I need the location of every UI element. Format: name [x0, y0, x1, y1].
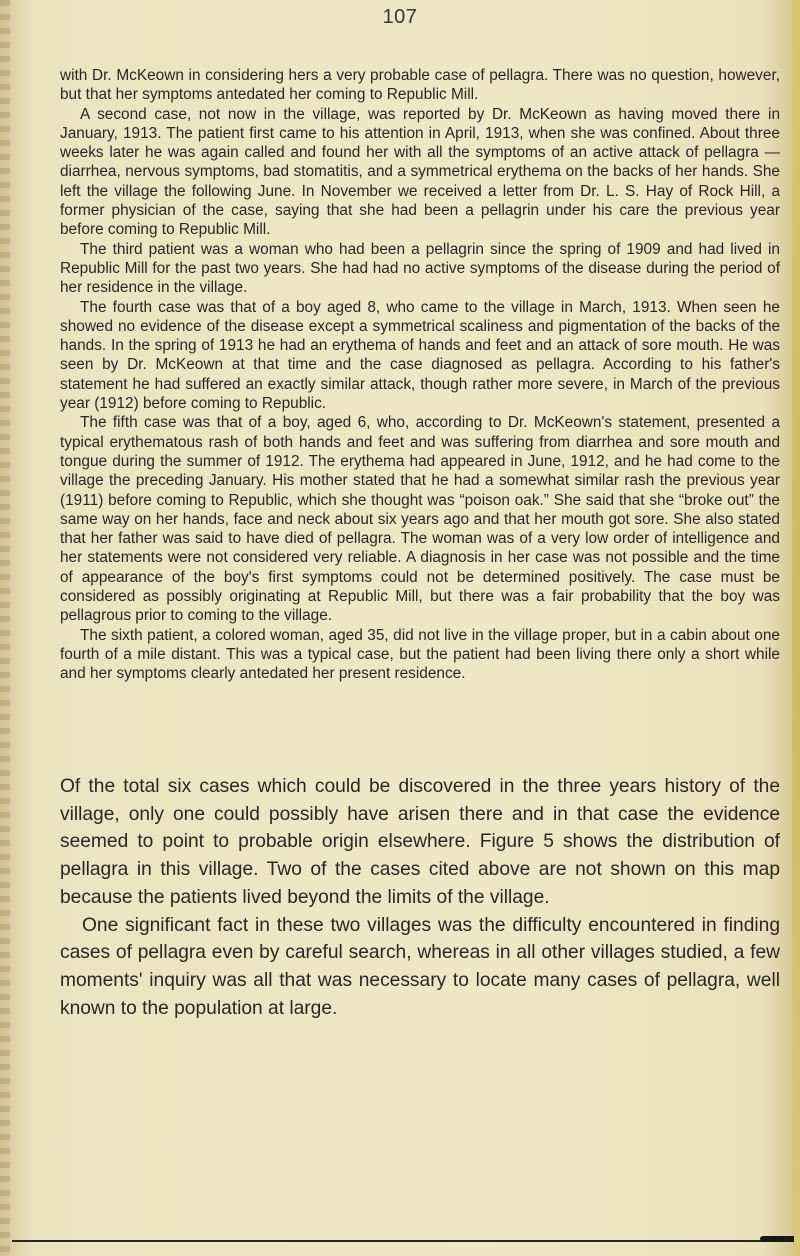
page-right-edge	[792, 0, 800, 1256]
paragraph-significant-fact: One significant fact in these two villages was the difficulty encountered in finding cases of pellagra even by careful search, whereas in all other villages studied, a few moments' inquiry was all that was necessary to locate many cases of pellagra, well known to the population at large.	[60, 914, 780, 1019]
paragraph-third-case: The third patient was a woman who had been a pellagrin since the spring of 1909 and had lived in Republic Mill for the past two years. She had had no active symptoms of the disease during the period of her residence in the village.	[60, 240, 780, 297]
summary-text	[60, 773, 780, 1022]
paragraph-continuation: with Dr. McKeown in considering hers a very probable case of pellagra. There was no question, however, but that her symptoms antedated her coming to Republic Mill.	[60, 67, 780, 104]
bottom-rule	[12, 1240, 794, 1242]
page-left-edge	[0, 0, 10, 1256]
paragraph-fourth-case: The fourth case was that of a boy aged 8, who came to the village in March, 1913. When seen he showed no evidence of the disease except a symmetrical scaliness and pigmentation of the backs of the hands. In the spring of 1913 he had an erythema of hands and feet and an attack of sore mouth. He was seen by Dr. McKeown at that time and the case diagnosed as pellagra. According to his father's statement he had suffered an exactly similar attack, though rather more severe, in March of the previous year (1912) before coming to Republic.	[60, 298, 780, 413]
body-text	[60, 66, 780, 684]
paragraph-sixth-case: The sixth patient, a colored woman, aged 35, did not live in the village proper, but in a cabin about one fourth of a mile distant. This was a typical case, but the patient had been living there only a short while and her symptoms clearly antedated her present residence.	[60, 626, 780, 683]
paragraph-summary: Of the total six cases which could be discovered in the three years history of the village, only one could possibly have arisen there and in that case the evidence seemed to point to probable origin elsewhere. Figure 5 shows the distribution of pellagra in this village. Two of the cases cited above are not shown on this map because the patients lived beyond the limits of the village.	[60, 776, 780, 908]
page-number: 107	[382, 6, 418, 28]
paragraph-second-case: A second case, not now in the village, was reported by Dr. McKeown as having moved there in January, 1913. The patient first came to his attention in April, 1913, when she was confined. About three weeks later he was again called and found her with all the symptoms of an active attack of pellagra — diarrhea, nervous symptoms, bad stomatitis, and a symmetrical erythema on the backs of her hands. She left the village the following June. In November we received a letter from Dr. L. S. Hay of Rock Hill, a former physician of the case, saying that she had been a pellagrin under his care the previous year before coming to Republic Mill.	[60, 105, 780, 239]
paragraph-fifth-case: The fifth case was that of a boy, aged 6, who, according to Dr. McKeown's statement, presented a typical erythematous rash of both hands and feet and was suffering from diarrhea and sore mouth and tongue during the summer of 1912. The erythema had appeared in June, 1912, and he had come to the village the preceding January. His mother stated that he had a somewhat similar rash the previous year (1911) before coming to Republic, which she thought was “poison oak.” She said that she “broke out” the same way on her hands, face and neck about six years ago and that her mouth got sore. She also stated that her father was said to have died of pellagra. The woman was of a very low order of intelligence and her statements were not considered very reliable. A diagnosis in her case was not possible and the time of appearance of the boy's first symptoms could not be determined positively. The case must be considered as possibly originating at Republic Mill, but there was a fair probability that the boy was pellagrous prior to coming to the village.	[60, 414, 780, 625]
bottom-rule-end	[760, 1236, 794, 1242]
